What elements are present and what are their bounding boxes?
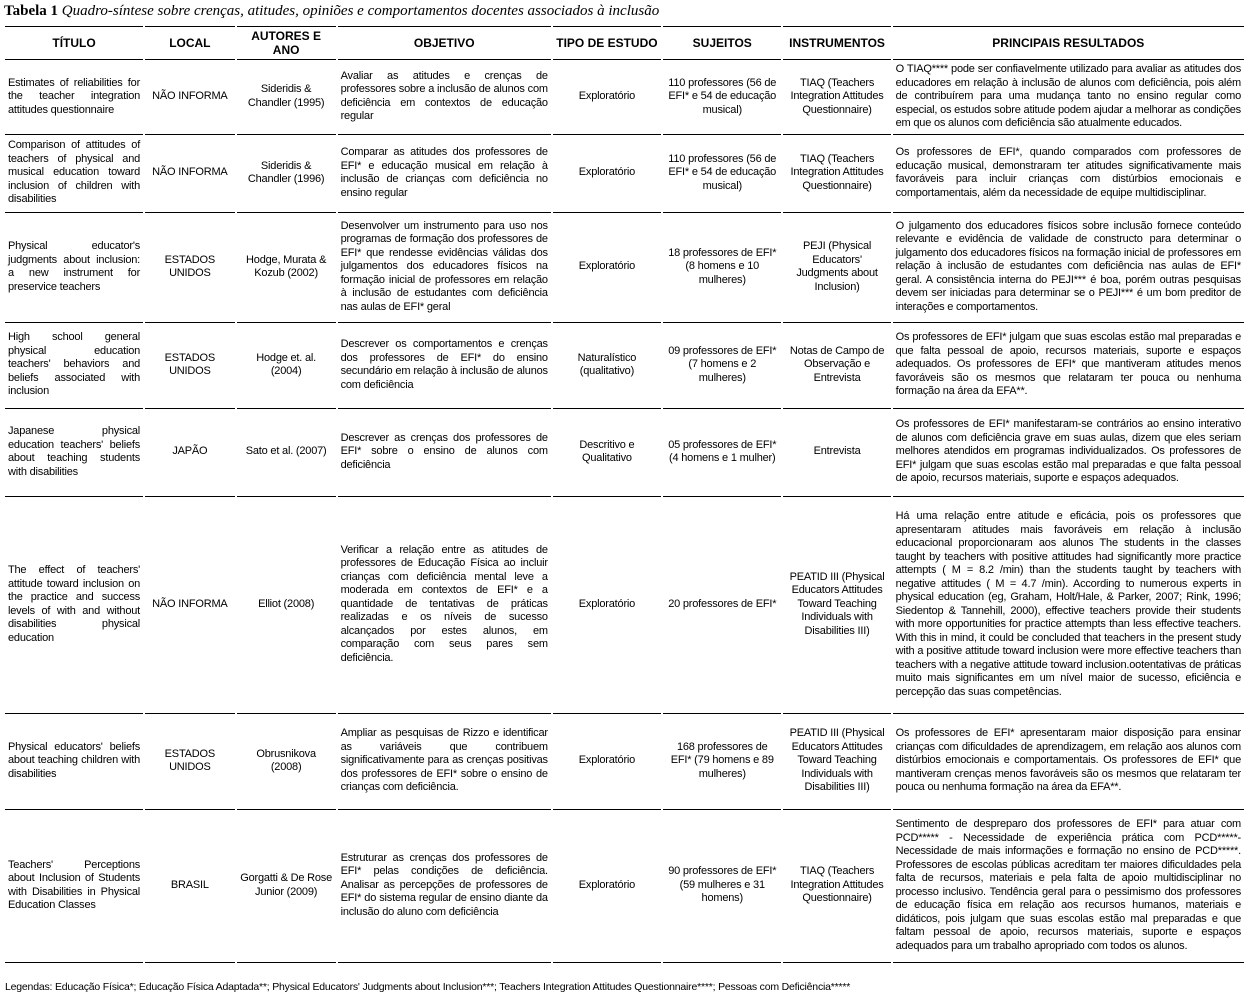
cell-resultados: Os professores de EFI* manifestaram-se contrários ao ensino interativo de alunos com deficiência grave em suas aulas, dizem que eles seriam melhores atendidos em programas individualizados. Os professores de EFI* julgam que suas escolas estão mal preparadas e que falta pessoal de apoio, recursos materiais, suporte e espaços adequados. <box>893 409 1244 497</box>
header-row <box>5 26 1244 60</box>
table-caption <box>4 3 659 20</box>
header-resultados: PRINCIPAIS RESULTADOS <box>893 26 1244 60</box>
cell-titulo: High school general physical education teachers' behaviors and beliefs associated with inclusion <box>5 323 143 409</box>
cell-autores: Gorgatti & De Rose Junior (2009) <box>237 810 336 963</box>
cell-tipo: Exploratório <box>553 135 661 213</box>
cell-sujeitos: 05 professores de EFI* (4 homens e 1 mulher) <box>663 409 781 497</box>
cell-resultados: Os professores de EFI* apresentaram maior disposição para ensinar crianças com dificuldades de aprendizagem, em relação aos alunos com distúrbios emocionais e comportamentais. Os professores de EFI* que mantiveram crenças menos favoráveis são os mesmos que relataram ter pouca ou nenhuma formação na área da EFA**. <box>893 714 1244 810</box>
cell-sujeitos: 18 professores de EFI* (8 homens e 10 mulheres) <box>663 213 781 323</box>
cell-local: NÃO INFORMA <box>145 497 235 714</box>
cell-instrumentos: PEATID III (Physical Educators Attitudes Toward Teaching Individuals with Disabilities III) <box>783 714 890 810</box>
cell-tipo: Exploratório <box>553 213 661 323</box>
cell-autores: Sato et al. (2007) <box>237 409 336 497</box>
cell-objetivo: Verificar a relação entre as atitudes de professores de Educação Física ao incluir crianças com deficiência mental leve a moderada em contextos de EFI* e a quantidade de tentativas de práticas realizadas e os níveis de sucesso alcançados por estes alunos, em comparação com seus pares sem deficiência. <box>338 497 551 714</box>
table-legend: Legendas: Educação Física*; Educação Física Adaptada**; Physical Educators' Judgments about Inclusion***; Teachers Integration Attitudes Questionnaire****; Pessoas com Deficiência***** <box>5 981 851 993</box>
cell-titulo: Japanese physical education teachers' beliefs about teaching students with disabilities <box>5 409 143 497</box>
cell-objetivo: Desenvolver um instrumento para uso nos programas de formação dos professores de EFI* que rendesse evidências válidas dos julgamentos dos educadores físicos na formação inicial de professores em relação à inclusão de estudantes com deficiência nas aulas de EFI* geral <box>338 213 551 323</box>
cell-autores: Hodge, Murata & Kozub (2002) <box>237 213 336 323</box>
cell-objetivo: Comparar as atitudes dos professores de EFI* e educação musical em relação à inclusão de crianças com deficiência no ensino regular <box>338 135 551 213</box>
table-row <box>5 497 1244 714</box>
cell-objetivo: Descrever as crenças dos professores de EFI* sobre o ensino de alunos com deficiência <box>338 409 551 497</box>
cell-local: NÃO INFORMA <box>145 60 235 135</box>
table-row <box>5 409 1244 497</box>
cell-tipo: Descritivo e Qualitativo <box>553 409 661 497</box>
header-autores: AUTORES E ANO <box>237 26 336 60</box>
cell-sujeitos: 110 professores (56 de EFI* e 54 de educação musical) <box>663 60 781 135</box>
cell-local: NÃO INFORMA <box>145 135 235 213</box>
cell-resultados: Sentimento de despreparo dos professores de EFI* para atuar com PCD***** - Necessidade de experiência prática com PCD*****- Necessidade de mais informações e formação no ensino de PCD*****. Professores de escolas públicas acreditam ter maiores dificuldades pela falta de recursos, materiais e pela falta de apoio multidisciplinar no processo inclusivo. Tendência geral para o pessimismo dos professores de educação física em relação aos recursos humanos, materiais e didáticos, pois julgam que suas escolas estão mal preparadas e que faltam pessoal de apoio, recursos materiais, suporte e espaços adequados para um trabalho apropriado com todos os alunos. <box>893 810 1244 963</box>
cell-tipo: Exploratório <box>553 714 661 810</box>
cell-resultados: O TIAQ**** pode ser confiavelmente utilizado para avaliar as atitudes dos educadores em relação à inclusão de alunos com deficiência, pois além de contribuírem para uma mudança tanto no ensino regular como especial, os estudos sobre atitude podem ajudar a melhorar as condições em que os alunos com deficiência são atualmente educados. <box>893 60 1244 135</box>
header-sujeitos: SUJEITOS <box>663 26 781 60</box>
caption-label: Tabela 1 <box>4 3 59 19</box>
table-row <box>5 60 1244 135</box>
cell-sujeitos: 110 professores (56 de EFI* e 54 de educação musical) <box>663 135 781 213</box>
cell-instrumentos: Notas de Campo de Observação e Entrevista <box>783 323 890 409</box>
cell-titulo: Physical educators' beliefs about teaching children with disabilities <box>5 714 143 810</box>
cell-sujeitos: 09 professores de EFI* (7 homens e 2 mulheres) <box>663 323 781 409</box>
summary-table <box>3 26 1246 963</box>
cell-titulo: Comparison of attitudes of teachers of physical and musical education toward inclusion of children with disabilities <box>5 135 143 213</box>
cell-objetivo: Descrever os comportamentos e crenças dos professores de EFI* do ensino secundário em relação à inclusão de alunos com deficiência <box>338 323 551 409</box>
cell-instrumentos: Entrevista <box>783 409 890 497</box>
cell-resultados: Há uma relação entre atitude e eficácia, pois os professores que apresentaram atitudes mais favoráveis em relação à inclusão educacional proporcionaram aos alunos The students in the classes taught by teachers with positive attitudes had significantly more practice attempts ( M = 8.2 /min) than the students taught by teachers with negative attitudes ( M = 4.7 /min). According to numerous experts in physical education (eg, Graham, Holt/Hale, & Parker, 2007; Rink, 1996; Siedentop & Tannehill, 2000), effective teachers provide their students with more opportunities for practice attempts than less effective teachers. With this in mind, it could be concluded that teachers in the present study with a positive attitude toward inclusion were more effective teachers than teachers with a negative attitude toward inclusion.ootentativas de práticas muito mais significantes em um nível maior de sucesso, eficiência e percepção das suas competências. <box>893 497 1244 714</box>
cell-autores: Obrusnikova (2008) <box>237 714 336 810</box>
cell-sujeitos: 20 professores de EFI* <box>663 497 781 714</box>
cell-objetivo: Avaliar as atitudes e crenças de professores sobre a inclusão de alunos com deficiência em contextos de educação regular <box>338 60 551 135</box>
cell-titulo: Estimates of reliabilities for the teacher integration attitudes questionnaire <box>5 60 143 135</box>
table-row <box>5 323 1244 409</box>
table-row <box>5 135 1244 213</box>
cell-autores: Sideridis & Chandler (1995) <box>237 60 336 135</box>
cell-instrumentos: PEJI (Physical Educators' Judgments about Inclusion) <box>783 213 890 323</box>
header-objetivo: OBJETIVO <box>338 26 551 60</box>
header-tipo: TIPO DE ESTUDO <box>553 26 661 60</box>
cell-local: ESTADOS UNIDOS <box>145 213 235 323</box>
cell-tipo: Exploratório <box>553 497 661 714</box>
header-titulo: TÍTULO <box>5 26 143 60</box>
cell-local: JAPÃO <box>145 409 235 497</box>
cell-tipo: Naturalístico (qualitativo) <box>553 323 661 409</box>
cell-sujeitos: 90 professores de EFI* (59 mulheres e 31 homens) <box>663 810 781 963</box>
cell-instrumentos: PEATID III (Physical Educators Attitudes Toward Teaching Individuals with Disabilities III) <box>783 497 890 714</box>
table-row <box>5 714 1244 810</box>
cell-instrumentos: TIAQ (Teachers Integration Attitudes Questionnaire) <box>783 810 890 963</box>
cell-resultados: O julgamento dos educadores físicos sobre inclusão fornece conteúdo relevante e evidência de validade de constructo para determinar o julgamento dos educadores físicos na formação inicial de professores em relação à inclusão de estudantes com deficiência nas aulas de EFI* geral. A consistência interna do PEJI*** é boa, porém outras pesquisas devem ser iniciadas para determinar se o PEJI*** é um bom preditor de interações e comportamentos. <box>893 213 1244 323</box>
header-local: LOCAL <box>145 26 235 60</box>
cell-instrumentos: TIAQ (Teachers Integration Attitudes Questionnaire) <box>783 135 890 213</box>
header-instrumentos: INSTRUMENTOS <box>783 26 890 60</box>
cell-local: ESTADOS UNIDOS <box>145 714 235 810</box>
cell-autores: Elliot (2008) <box>237 497 336 714</box>
cell-local: ESTADOS UNIDOS <box>145 323 235 409</box>
cell-local: BRASIL <box>145 810 235 963</box>
cell-autores: Hodge et. al. (2004) <box>237 323 336 409</box>
cell-tipo: Exploratório <box>553 60 661 135</box>
cell-instrumentos: TIAQ (Teachers Integration Attitudes Questionnaire) <box>783 60 890 135</box>
caption-text: Quadro-síntese sobre crenças, atitudes, opiniões e comportamentos docentes associados à inclusão <box>61 3 660 19</box>
cell-objetivo: Estruturar as crenças dos professores de EFI* pelas condições de deficiência. Analisar as percepções de professores de EFI* do sistema regular de ensino diante da inclusão do aluno com deficiência <box>338 810 551 963</box>
cell-titulo: Teachers' Perceptions about Inclusion of Students with Disabilities in Physical Education Classes <box>5 810 143 963</box>
cell-sujeitos: 168 professores de EFI* (79 homens e 89 mulheres) <box>663 714 781 810</box>
table-row <box>5 213 1244 323</box>
cell-autores: Sideridis & Chandler (1996) <box>237 135 336 213</box>
cell-titulo: Physical educator's judgments about inclusion: a new instrument for preservice teachers <box>5 213 143 323</box>
cell-resultados: Os professores de EFI* julgam que suas escolas estão mal preparadas e que falta pessoal de apoio, recursos materiais, suporte e espaços adequados. Os professores de EFI* que mantiveram atitudes menos favoráveis são os mesmos que relataram ter pouca ou nenhuma formação na área da EFA**. <box>893 323 1244 409</box>
cell-objetivo: Ampliar as pesquisas de Rizzo e identificar as variáveis que contribuem significativamente para as crenças positivas dos professores de EFI* sobre o ensino de crianças com deficiência. <box>338 714 551 810</box>
cell-tipo: Exploratório <box>553 810 661 963</box>
cell-titulo: The effect of teachers' attitude toward inclusion on the practice and success levels of with and without disabilities physical education <box>5 497 143 714</box>
cell-resultados: Os professores de EFI*, quando comparados com professores de educação musical, demonstraram ter atitudes significativamente mais favoráveis para incluir crianças com distúrbios emocionais e comportamentais, além da necessidade de equipe multidisciplinar. <box>893 135 1244 213</box>
table-row <box>5 810 1244 963</box>
